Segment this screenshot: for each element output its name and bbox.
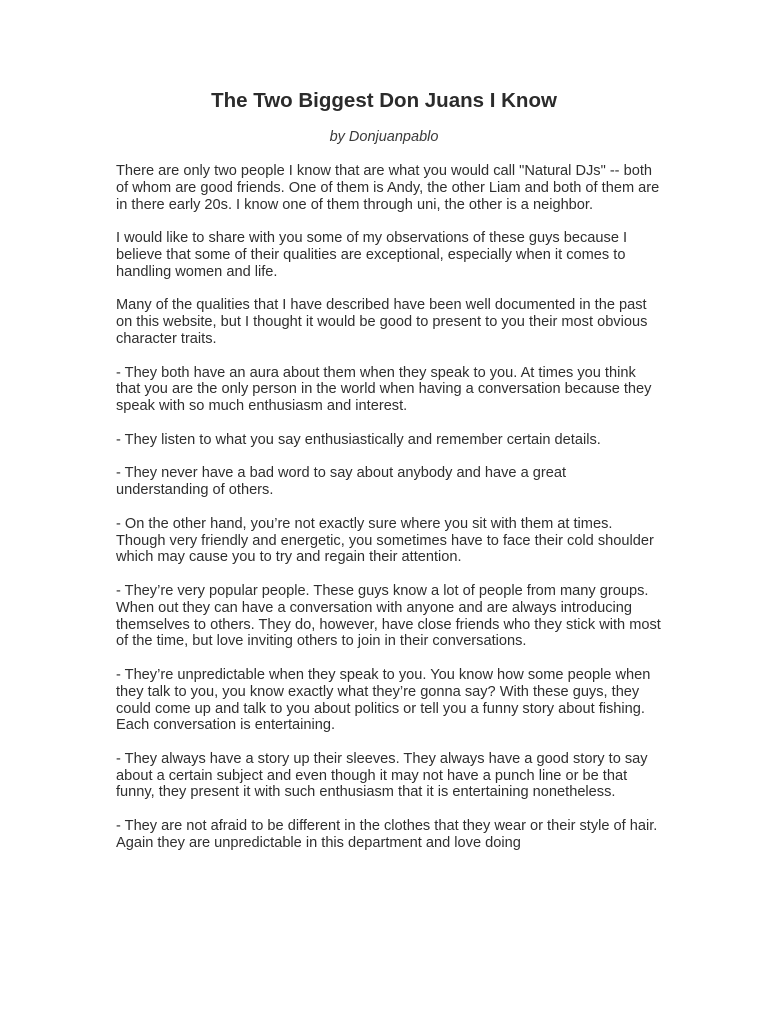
article-body <box>116 163 661 868</box>
paragraph: There are only two people I know that are what you would call "Natural DJs" -- both of whom are good friends. One of them is Andy, the other Liam and both of them are in there early 20s. I know one of them through uni, the other is a neighbor. <box>116 163 660 213</box>
author-byline: by Donjuanpablo <box>329 129 439 145</box>
paragraph: - They both have an aura about them when they speak to you. At times you think that you are the only person in the world when having a conversation because they speak with so much enthusiasm and interest. <box>116 364 652 415</box>
paragraph: - They’re very popular people. These guys know a lot of people from many groups. When out they can have a conversation with anyone and are always introducing themselves to others. They do, however, have close friends who they stick with most of the time, but love inviting others to join in their conversations. <box>116 582 661 650</box>
paragraph: - They are not afraid to be different in the clothes that they wear or their style of hair. Again they are unpredictable in this department and love doing <box>116 818 658 851</box>
paragraph: - They’re unpredictable when they speak to you. You know how some people when they talk to you, you know exactly what they’re gonna say? With these guys, they could come up and talk to you about politics or tell you a funny story about fishing. Each conversation is entertaining. <box>116 666 651 734</box>
paragraph: - They never have a bad word to say about anybody and have a great understanding of others. <box>116 465 567 499</box>
document-title: The Two Biggest Don Juans I Know <box>211 89 557 112</box>
paragraph: - On the other hand, you’re not exactly sure where you sit with them at times. Though very friendly and energetic, you sometimes have to face their cold shoulder which may cause you to try and regain their attention. <box>116 515 654 566</box>
paragraph: - They always have a story up their sleeves. They always have a good story to say about a certain subject and even though it may not have a punch line or be that funny, they present it with such enthusiasm that it is entertaining nonetheless. <box>116 750 648 801</box>
paragraph: Many of the qualities that I have described have been well documented in the past on this website, but I thought it would be good to present to you their most obvious character traits. <box>116 297 648 347</box>
paragraph: - They listen to what you say enthusiastically and remember certain details. <box>116 431 601 448</box>
paragraph: I would like to share with you some of my observations of these guys because I believe that some of their qualities are exceptional, especially when it comes to handling women and life. <box>116 230 628 280</box>
